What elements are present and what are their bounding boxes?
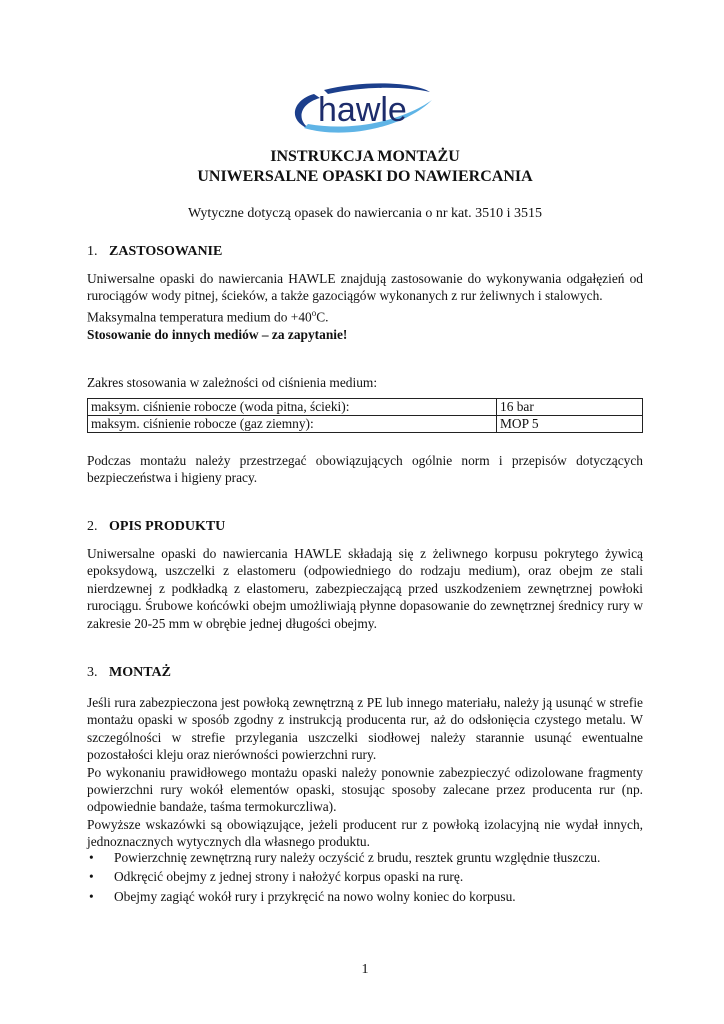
section-3-paragraph-3: Powyższe wskazówki są obowiązujące, jeżeli producent rur z powłoką izolacyjną nie wydał innych, jednoznacznych wytycznych dla własnego produktu. [87, 816, 643, 850]
document-title [87, 147, 643, 187]
section-3-title: MONTAŻ [109, 665, 171, 680]
hawle-logo [284, 80, 434, 136]
section-3-body [87, 694, 643, 851]
max-temperature [87, 305, 643, 326]
bullet-dot: • [89, 869, 94, 885]
section-1-body [87, 270, 643, 343]
max-temp-text: Maksymalna temperatura medium do +40 [87, 309, 312, 325]
document-page [87, 0, 643, 1024]
logo-text: hawle [318, 91, 407, 129]
section-2-heading [87, 518, 225, 536]
section-2-title: OPIS PRODUKTU [109, 519, 226, 534]
bullet-dot: • [89, 850, 94, 865]
step-text: Odkręcić obejmy z jednej strony i nałożyć korpus opaski na rurę. [114, 869, 464, 885]
document-subtitle: Wytyczne dotyczą opasek do nawiercania o nr kat. 3510 i 3515 [187, 206, 543, 221]
step-text: Obejmy zagiąć wokół rury i przykręcić na nowo wolny koniec do korpusu. [114, 888, 516, 904]
title-line-1: INSTRUKCJA MONTAŻU [270, 148, 460, 165]
list-item [87, 888, 643, 905]
pressure-table [87, 398, 643, 433]
table-row [88, 399, 643, 416]
title-line-2: UNIWERSALNE OPASKI DO NAWIERCANIA [197, 168, 533, 185]
page-number: 1 [361, 962, 369, 977]
montage-steps-list [87, 849, 643, 907]
list-item [87, 849, 643, 866]
section-3-paragraph-1: Jeśli rura zabezpieczona jest powłoką zewnętrzną z PE lub innego materiału, należy ją usunąć w strefie montażu opaski w sposób zgodny z instrukcją producenta rur, aż do odsłonięcia czystego metalu. W szczególności w strefie przylegania uszczelki siodłowej należy starannie usunąć ewentualne pozostałości kleju oraz nierówności powierzchni rury. [87, 695, 643, 763]
max-temp-degree: o [311, 307, 317, 318]
table-row [88, 416, 643, 433]
section-1-heading [87, 243, 222, 261]
step-text: Powierzchnię zewnętrzną rury należy oczyścić z brudu, resztek gruntu względnie tłuszczu. [114, 850, 601, 865]
section-3-number: 3. [87, 665, 98, 680]
section-1-number: 1. [87, 244, 98, 259]
pressure-value-gas: MOP 5 [497, 416, 643, 433]
pressure-label-gas: maksym. ciśnienie robocze (gaz ziemny): [88, 416, 497, 433]
pressure-range-intro: Zakres stosowania w zależności od ciśnienia medium: [87, 375, 378, 390]
pressure-label-water: maksym. ciśnienie robocze (woda pitna, ścieki): [88, 399, 497, 416]
section-3-heading [87, 664, 171, 682]
list-item [87, 868, 643, 885]
bullet-dot: • [89, 888, 94, 904]
max-temp-unit: C. [316, 309, 329, 325]
section-2-number: 2. [87, 519, 98, 534]
section-3-paragraph-2: Po wykonaniu prawidłowego montażu opaski należy ponownie zabezpieczyć odizolowane fragmenty powierzchni rury wokół elementów opaski, stosując sposoby zalecane przez producenta rur (np. odpowiednie bandaże, taśma termokurczliwa). [87, 764, 643, 815]
safety-paragraph: Podczas montażu należy przestrzegać obowiązujących ogólnie norm i przepisów dotyczących bezpieczeństwa i higieny pracy. [87, 453, 643, 486]
section-2-paragraph: Uniwersalne opaski do nawiercania HAWLE składają się z żeliwnego korpusu pokrytego żywicą epoksydową, uszczelki z elastomeru (odpowiedniego do rodzaju medium), oraz obejm ze stali nierdzewnej z podkładką z elastomeru, zabezpieczającą przed uszkodzeniem zewnętrznej powłoki rurociągu. Śrubowe końcówki obejm umożliwiają płynne dopasowanie do zewnętrznej średnicy rury w zakresie 20-25 mm w obrębie jednej długości obejmy. [87, 546, 643, 631]
section-1-title: ZASTOSOWANIE [109, 244, 223, 259]
other-media-note: Stosowanie do innych mediów – za zapytanie! [87, 326, 348, 342]
section-1-paragraph: Uniwersalne opaski do nawiercania HAWLE znajdują zastosowanie do wykonywania odgałęzień od rurociągów wody pitnej, ścieków, a także gazociągów wykonanych z rur żeliwnych i stalowych. [87, 271, 643, 304]
pressure-value-water: 16 bar [497, 399, 643, 416]
